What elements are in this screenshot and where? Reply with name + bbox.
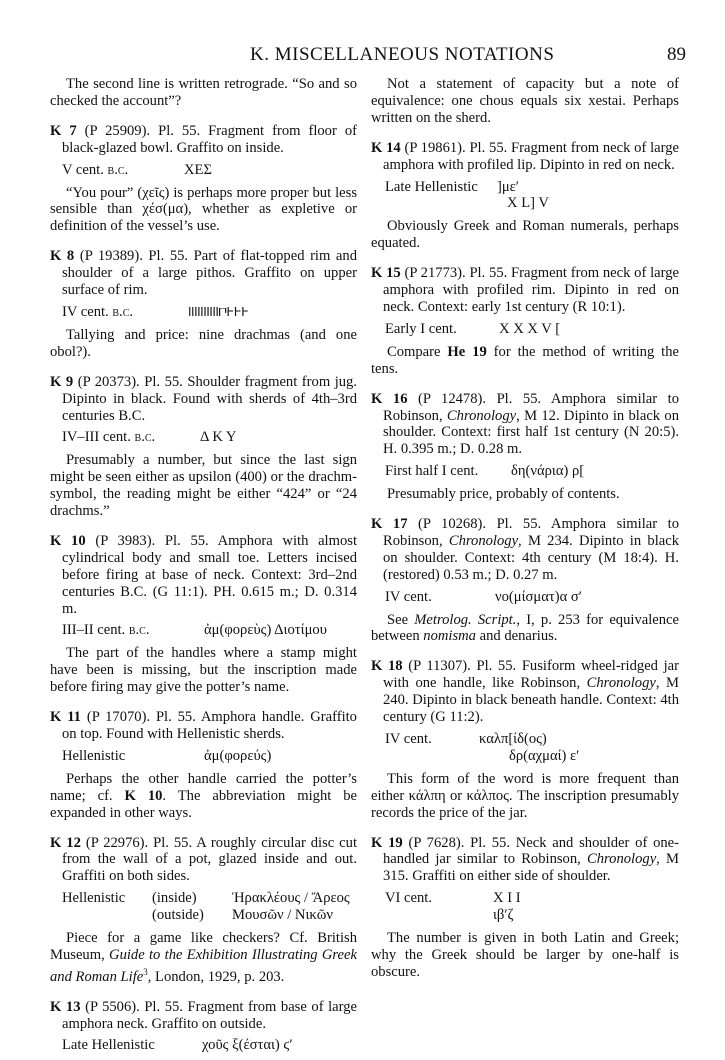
tally-marks: IIIIIIIIII𐅃ͰͰͰ	[188, 304, 249, 319]
entry-k15	[371, 265, 679, 377]
inscription-line	[385, 321, 679, 338]
entry-comment: See Metrolog. Script., I, p. 253 for equivalence between nomisma and denarius.	[371, 611, 680, 645]
entry-number: K 15	[371, 265, 401, 282]
date: Hellenistic	[62, 747, 126, 764]
continued-paragraph: The second line is written retrograde. “So and so checked the account”?	[50, 76, 357, 109]
side-label: (inside)	[152, 890, 197, 907]
date: VI cent.	[385, 890, 433, 907]
entry-description: (P 3983). Pl. 55. Amphora with almost cylindrical body and small toe. Letters incised before firing at base of neck. Context: 3rd–2nd centuries B.C. (G 11:1). PH. 0.615 m.; D. 0.314 m.	[62, 532, 357, 617]
entry-comment: “You pour” (χεῖς) is perhaps more proper but less sensible than χέσ(μα), whether as expletive or definition of the vessel’s use.	[50, 184, 357, 235]
entry-k8	[50, 248, 357, 360]
entry-heading	[50, 248, 357, 299]
inscription-text: ΔΚΥ	[200, 429, 240, 446]
entry-number: K 16	[371, 390, 408, 407]
entry-description: (P 22976). Pl. 55. A roughly circular disc cut from the wall of a pot, glazed inside and out. Graffiti on both sides.	[62, 834, 358, 885]
entry-heading	[371, 265, 679, 316]
entry-comment: Piece for a game like checkers? Cf. British Museum, Guide to the Exhibition Illustrating Greek and Roman Life$^3$, London, 1929, p. 203.	[50, 930, 357, 985]
inscription-text: ΧΕΣ	[184, 161, 212, 178]
entry-comment: The part of the handles where a stamp might have been is missing, but the inscription made before firing may give the potter’s name.	[50, 645, 357, 696]
entry-number: K 10	[50, 532, 86, 549]
entry-heading	[50, 123, 357, 157]
inscription-line	[385, 589, 679, 606]
entry-k7	[50, 123, 357, 235]
date: IV cent.	[385, 731, 432, 747]
entry-number: K 11	[50, 709, 81, 726]
page-number: 89	[667, 44, 686, 65]
inscription-text: X I I ιβ′ζ	[493, 890, 521, 924]
entry-comment: The number is given in both Latin and Greek; why the Greek should be larger by one-half is obscure.	[371, 930, 679, 980]
left-column	[50, 76, 357, 1060]
entry-number: K 13	[50, 998, 81, 1015]
entry-comment: Presumably price, probably of contents.	[387, 486, 620, 503]
inscription-text: δη(νάρια) ρ[	[511, 463, 585, 480]
date: First half I cent.	[385, 463, 479, 480]
inscription-text: χοῦς ξ(έσται) ϛ′	[202, 1037, 293, 1054]
entry-number: K 8	[50, 248, 75, 265]
entry-k9	[50, 374, 357, 520]
inscription-line	[385, 179, 679, 213]
entry-k18	[371, 658, 679, 821]
entry-heading	[50, 709, 357, 743]
inscription-text: νο(μίσματ)α σ′	[495, 588, 582, 605]
entry-description: (P 19861). Pl. 55. Fragment from neck of large amphora with profiled lip. Dipinto in red on neck.	[383, 139, 679, 173]
entry-heading	[50, 999, 357, 1033]
entry-description: (P 20373). Pl. 55. Shoulder fragment from jug. Dipinto in black. Found with sherds of 4th–3rd centuries B.C.	[62, 373, 358, 424]
inscription-line	[62, 622, 357, 639]
date: Late Hellenistic	[62, 1037, 155, 1054]
date: IV cent.	[385, 588, 432, 605]
entry-description: (P 25909). Pl. 55. Fragment from floor of black-glazed bowl. Graffito on inside.	[62, 122, 358, 156]
cross-reference: K 10	[124, 787, 163, 804]
date: Early I cent.	[385, 320, 457, 337]
entry-description: (P 5506). Pl. 55. Fragment from base of large amphora neck. Graffito on outside.	[62, 998, 358, 1032]
inscription-line	[62, 429, 357, 446]
entry-k13	[50, 999, 357, 1055]
entry-k19	[371, 835, 679, 981]
entry-k11	[50, 709, 357, 821]
inscription-text: ἀμ(φορεύς)	[204, 747, 272, 764]
entry-heading	[50, 374, 357, 425]
entry-description: (P 17070). Pl. 55. Amphora handle. Graffito on top. Found with Hellenistic sherds.	[62, 709, 357, 742]
entry-comment: This form of the word is more frequent than either κάλπη or κάλπος. The inscription presumably records the price of the jar.	[371, 770, 679, 821]
inscription-line	[385, 463, 679, 480]
entry-k10	[50, 533, 357, 696]
entry-comment: Tallying and price: nine drachmas (and one obol?).	[50, 326, 357, 360]
entry-number: K 17	[371, 516, 408, 533]
entry-heading: K 18 (P 11307). Pl. 55. Fusiform wheel-ridged jar with one handle, like Robinson, Chronology, M 240. Dipinto in black beneath handle. Context: 4th century (G 11:2).	[371, 658, 680, 726]
entry-heading: K 19 (P 7628). Pl. 55. Neck and shoulder of one-handled jar similar to Robinson, Chronology, M 315. Graffiti on either side of shoulder.	[371, 834, 679, 885]
entry-description: (P 19389). Pl. 55. Part of flat-topped rim and shoulder of a large pithos. Graffito on upper surface of rim.	[62, 248, 357, 299]
inscription-line	[385, 890, 679, 924]
date: IV–III cent. b.c.	[62, 429, 156, 446]
date: Late Hellenistic	[385, 178, 478, 195]
inscription-text: Μουσῶν / Νικῶν	[232, 907, 333, 924]
running-title: K. MISCELLANEOUS NOTATIONS	[250, 44, 555, 65]
entry-comment: Perhaps the other handle carried the potter’s name; cf. K 10. The abbreviation might be expanded in other ways.	[50, 770, 358, 821]
entry-k12	[50, 835, 357, 986]
entry-k16	[371, 391, 679, 503]
inscription-text: ἀμ(φορεὺς) Διοτίμου	[204, 622, 327, 639]
entry-heading	[50, 835, 357, 886]
side-label: (outside)	[152, 907, 204, 924]
entry-number: K 7	[50, 122, 77, 139]
entry-number: K 14	[371, 139, 401, 156]
inscription-line	[62, 748, 357, 765]
continued-paragraph: Not a statement of capacity but a note of equivalence: one chous equals six xestai. Perhaps written on the sherd.	[371, 76, 679, 126]
entry-number: K 12	[50, 834, 81, 851]
date: V cent. b.c.	[62, 161, 129, 178]
entry-number: K 9	[50, 373, 74, 390]
right-column	[371, 76, 679, 981]
entry-heading	[50, 533, 357, 618]
entry-k17	[371, 516, 679, 645]
date: Hellenistic	[62, 890, 126, 907]
entry-number: K 18	[371, 658, 403, 675]
entry-description: (P 21773). Pl. 55. Fragment from neck of large amphora with profiled rim. Dipinto in red on neck. Context: early 1st century (R 10:1).	[383, 265, 679, 315]
inscription-text: X X X V [	[499, 320, 561, 337]
entry-number: K 19	[371, 834, 403, 851]
inscription-line	[385, 731, 679, 765]
entry-comment: Obviously Greek and Roman numerals, perhaps equated.	[371, 218, 679, 252]
inscription-text: καλπ[ίδ(ος) δρ(αχμαί) ε′	[479, 731, 580, 764]
page-header	[50, 44, 686, 68]
entry-comment: Presumably a number, but since the last sign might be seen either as upsilon (400) or the drachm-symbol, the reading might be either “424” or “24 drachms.”	[50, 452, 357, 520]
entry-heading	[371, 140, 679, 174]
cross-reference: He 19	[447, 343, 487, 360]
inscription-text: Ἡρακλέους / Ἄρεος	[232, 890, 350, 907]
inscription-line	[62, 162, 357, 179]
date: III–II cent. b.c.	[62, 622, 150, 639]
entry-heading: K 17 (P 10268). Pl. 55. Amphora similar to Robinson, Chronology, M 234. Dipinto in black on shoulder. Context: 4th century (M 18:4). H. (restored) 0.53 m.; D. 0.27 m.	[371, 516, 680, 583]
inscription-line	[62, 1037, 357, 1054]
inscription-text: ]με′ X L] V	[497, 178, 549, 212]
inscription-rows	[62, 890, 357, 924]
date: IV cent. b.c.	[62, 303, 134, 320]
inscription-line	[62, 304, 357, 321]
entry-comment: Compare He 19 for the method of writing the tens.	[371, 343, 679, 377]
entry-heading: K 16 (P 12478). Pl. 55. Amphora similar to Robinson, Chronology, M 12. Dipinto in black on shoulder. Context: first half 1st century (N 20:5). H. 0.395 m.; D. 0.28 m.	[371, 390, 680, 458]
entry-k14	[371, 140, 679, 252]
